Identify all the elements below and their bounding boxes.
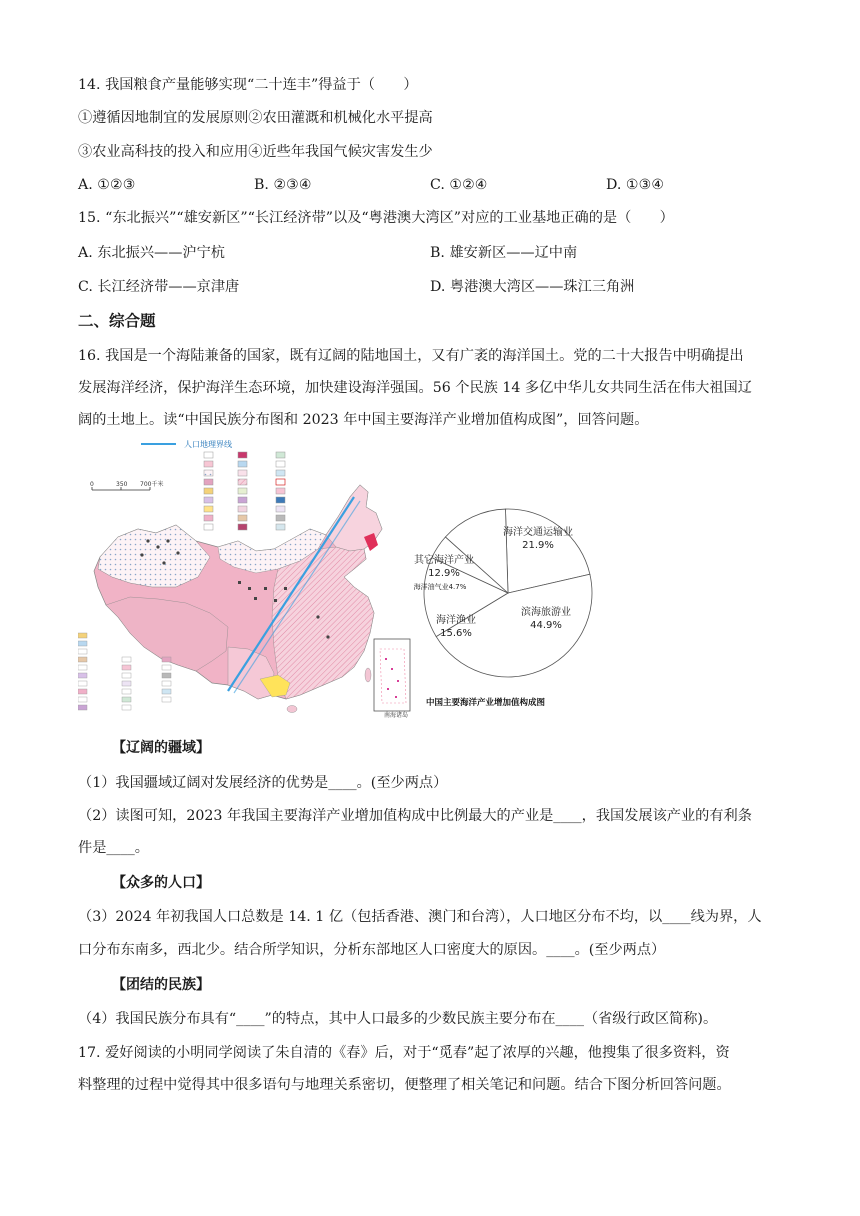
q14-option-a: A. ①②③ <box>78 177 136 193</box>
q16-intro-2: 发展海洋经济，保护海洋生态环境，加快建设海洋强国。56 个民族 14 多亿中华儿女共同生活在伟大祖国辽 <box>78 380 752 396</box>
q14-option-d: D. ①③④ <box>606 177 665 193</box>
sub3-question-2: 口分布东南多，西北少。结合所学知识，分析东部地区人口密度大的原因。____。(至少两点） <box>78 942 666 958</box>
pie-slice-label: 滨海旅游业 <box>521 607 571 618</box>
pie-slice-value: 15.6% <box>440 628 472 639</box>
section-heading: 二、综合题 <box>78 312 156 330</box>
q15-option-d: D. 粤港澳大湾区——珠江三角洲 <box>430 279 635 295</box>
pie-slice-value: 21.9% <box>522 540 554 551</box>
sub3-heading: 【众多的人口】 <box>112 875 210 891</box>
q14-stem: 14. 我国粮食产量能够实现“二十连丰”得益于（ ） <box>78 77 418 93</box>
taiwan-shape <box>365 668 371 682</box>
q16-intro-1: 16. 我国是一个海陆兼备的国家，既有辽阔的陆地国土，又有广袤的海洋国土。党的二十大报告中明确提出 <box>78 348 744 364</box>
q15-stem: 15. “东北振兴”“雄安新区”“长江经济带”以及“粤港澳大湾区”对应的工业基地正确的是（ ） <box>78 210 674 226</box>
sub3-question-1: （3）2024 年初我国人口总数是 14. 1 亿（包括香港、澳门和台湾），人口地区分布不均，以____线为界，人 <box>78 909 762 925</box>
xinjiang-region <box>98 525 210 587</box>
pie-slice-label: 海洋渔业 <box>436 615 476 626</box>
sub4-question: （4）我国民族分布具有“____”的特点，其中人口最多的少数民族主要分布在____（省级行政区简称)。 <box>78 1011 718 1027</box>
south-china-sea-inset <box>374 639 410 719</box>
map-legend-title: 人口地理界线 <box>184 440 232 449</box>
sub1-question: （1）我国疆域辽阔对发展经济的优势是____。(至少两点） <box>78 775 448 791</box>
q15-option-c: C. 长江经济带——京津唐 <box>78 279 240 295</box>
sub1-heading: 【辽阔的疆域】 <box>112 740 210 756</box>
q14-statements-1: ①遵循因地制宜的发展原则②农田灌溉和机械化水平提高 <box>78 110 433 126</box>
map-legend-grid <box>204 452 285 530</box>
hainan-shape <box>287 706 297 713</box>
pie-slice-label: 海洋油气业4.7% <box>413 583 467 591</box>
figure-svg <box>78 437 598 719</box>
q17-line-2: 料整理的过程中觉得其中很多语句与地理关系密切，便整理了相关笔记和问题。结合下图分析回答问题。 <box>78 1077 731 1093</box>
scale-label-0: 0 <box>90 481 94 488</box>
inset-label: 南海诸岛 <box>384 712 409 719</box>
ethnic-distribution-map <box>78 439 410 719</box>
pie-chart-title: 中国主要海洋产业增加值构成图 <box>426 698 546 708</box>
pie-slice-value: 12.9% <box>428 568 460 579</box>
q14-option-b: B. ②③④ <box>254 177 312 193</box>
scale-label-700: 700千米 <box>140 481 164 488</box>
pie-slice-value: 44.9% <box>530 620 562 631</box>
q14-statements-2: ③农业高科技的投入和应用④近些年我国气候灾害发生少 <box>78 144 433 160</box>
q15-option-a: A. 东北振兴——沪宁杭 <box>78 245 225 261</box>
q16-intro-3: 阔的土地上。读“中国民族分布图和 2023 年中国主要海洋产业增加值构成图”，回答问题。 <box>78 412 649 428</box>
q15-option-b: B. 雄安新区——辽中南 <box>430 245 578 261</box>
pie-slice-label: 海洋交通运输业 <box>503 527 573 538</box>
q17-line-1: 17. 爱好阅读的小明同学阅读了朱自清的《春》后，对于“觅春”起了浓厚的兴趣，他搜集了很多资料，资 <box>78 1045 730 1061</box>
q14-option-c: C. ①②④ <box>430 177 488 193</box>
pie-slice-label: 其它海洋产业 <box>414 555 474 566</box>
sub2-question-1: （2）读图可知，2023 年我国主要海洋产业增加值构成中比例最大的产业是____，我国发展该产业的有利条 <box>78 808 752 824</box>
sub2-question-2: 件是____。 <box>78 840 149 856</box>
scale-label-350: 350 <box>116 481 128 488</box>
q16-figure <box>78 437 598 719</box>
eastern-china-region <box>272 547 374 699</box>
marine-industry-pie-chart <box>414 509 592 677</box>
sub4-heading: 【团结的民族】 <box>112 977 210 993</box>
map-scale-bar <box>90 480 163 490</box>
